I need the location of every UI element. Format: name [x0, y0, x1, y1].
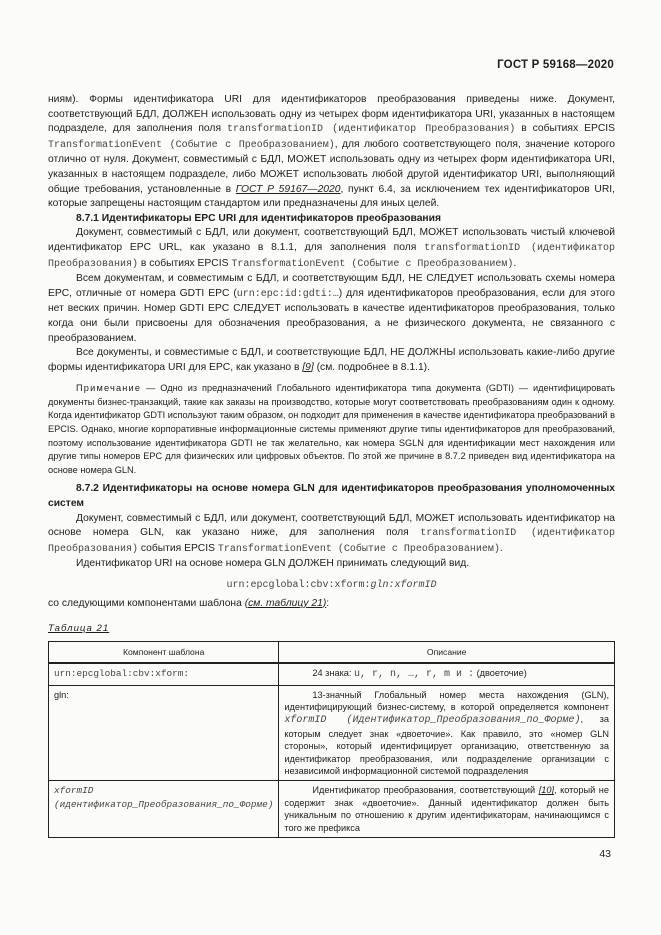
note-label: Примечание: [76, 383, 142, 394]
paragraph-gln-identifier: Документ, совместимый с БДЛ, или документ, соответствующий БДЛ, МОЖЕТ использовать идентификатор на основе номера GLN, как указано ниже, для заполнения поля transformationID (идентификатор Преобразования) события EPCIS TransformationEvent (Событие с Преобразованием).: [48, 512, 615, 555]
page-number: 43: [599, 848, 611, 860]
document-header: ГОСТ Р 59168—2020: [497, 59, 614, 71]
paragraph-uri-forms: ниям). Формы идентификатора URI для идентификаторов преобразования приведены ниже. Документ, соответствующий БДЛ, ДОЛЖЕН использовать одну из четырех форм идентификатора URI, указанных в настоящем подразделе, для заполнения поля transformationID (идентификатор Преобразования) в событиях EPCIS TransformationEvent (Событие с Преобразованием), для любого соответствующего поля, значение которого отлично от нуля. Документ, совместимый с БДЛ, МОЖЕТ использовать одну из четырех форм идентификатора URI, указанных в настоящем подразделе, либо МОЖЕТ использовать любой другой идентификатор URI, выполняющий общие требования, установленные в ГОСТ Р 59167—2020, пункт 6.4, за исключением тех идентификаторов URI, которые запрещены настоящим стандартом или предназначены для иных целей.: [48, 94, 616, 210]
link-gost-59167[interactable]: ГОСТ Р 59167—2020: [235, 183, 341, 195]
components-table: [48, 641, 615, 838]
cell-component: xformID (идентификатор_Преобразования_по_Форме): [49, 781, 279, 838]
link-ref-9[interactable]: [9]: [302, 361, 314, 373]
link-table-21[interactable]: (см. таблицу 21): [244, 597, 327, 609]
table-caption: Таблица 21: [48, 623, 110, 635]
note-gdti: Примечание — Одно из предназначений Глобального идентификатора типа документа (GDTI) — идентифицировать документы бизнес-транзакций, такие как заказы на производство, которые могут соответствовать преобразованиям один к одному. Когда идентификатор GDTI используют таким образом, он подходит для применения в качестве идентификатора преобразований в EPCIS. Однако, многие корпоративные информационные системы применяют другие типы идентификаторов для преобразований, поэтому использование идентификатора GDTI не так желательно, как номера SGLN для идентификации мест нахождения или другие типы номеров EPC для физических или цифровых объектов. По этой же причине в 8.7.2 приведен вид идентификатора на основе номера GLN.: [48, 383, 615, 475]
cell-component: urn:epcglobal:cbv:xform:: [49, 663, 279, 685]
paragraph-gdti: Всем документам, и совместимым с БДЛ, и соответствующим БДЛ, НЕ СЛЕДУЕТ использовать схемы номера EPC, отличные от номера GDTI EPC (urn:epc:id:gdti:…) для идентификаторов преобразования, если для этого нет веских причин. Номер GDTI EPC СЛЕДУЕТ использовать в качестве идентификаторов преобразования, только когда они были присвоены для обозначения преобразования, а не физического документа, не связанного с преобразованием.: [48, 273, 615, 344]
header-description: Описание: [279, 641, 615, 663]
cell-description: Идентификатор преобразования, соответствующий [10], который не содержит знак «двоеточие». Данный идентификатор должен быть уникальным по отношению к другим идентификаторам, начинающимся с того же префикса: [279, 781, 615, 838]
cell-description: 24 знака: u, r, n, …, r, m и : (двоеточие): [279, 663, 615, 685]
table-header-row: [49, 641, 615, 663]
paragraph-epc-uri: Документ, совместимый с БДЛ, или документ, соответствующий БДЛ, МОЖЕТ использовать чистый ключевой идентификатор EPC URL, как указано в 8.1.1, для заполнения поля transformationID (идентификатор Преобразования) в событиях EPCIS TransformationEvent (Событие с Преобразованием).: [48, 227, 616, 270]
paragraph-gln-form: Идентификатор URI на основе номера GLN ДОЛЖЕН принимать следующий вид.: [76, 558, 470, 570]
table-row: [49, 663, 615, 685]
document-body: [48, 93, 615, 838]
header-component: Компонент шаблона: [49, 641, 279, 663]
paragraph-other-forms: Все документы, и совместимые с БДЛ, и соответствующие БДЛ, НЕ ДОЛЖНЫ использовать какие-либо другие формы идентификатора URI для EPC, как указано в [9] (см. подробнее в 8.1.1).: [48, 347, 615, 373]
table-row: [49, 781, 615, 838]
table-row: [49, 685, 615, 781]
cell-description: 13-значный Глобальный номер места нахождения (GLN), идентифицирующий бизнес-систему, в которой определяется компонент xformID (Идентификатор_Преобразования_по_Форме), за которым следует знак «двоеточие». Как правило, это «номер GLN стороны», который идентифицирует организацию, ответственную за идентификатор преобразования, или подразделение организации с независимой информационной системой подразделения: [279, 685, 615, 781]
cell-component: gln:: [49, 685, 279, 781]
paragraph-components: со следующими компонентами шаблона (см. таблицу 21):: [48, 597, 330, 609]
heading-8-7-1: 8.7.1 Идентификаторы EPC URI для идентификаторов преобразования: [76, 212, 441, 224]
urn-template: urn:epcglobal:cbv:xform:gln:xformID: [226, 580, 437, 591]
link-ref-10[interactable]: [10]: [538, 785, 555, 796]
heading-8-7-2: 8.7.2 Идентификаторы на основе номера GLN для идентификаторов преобразования уполномоченных систем: [48, 483, 615, 510]
